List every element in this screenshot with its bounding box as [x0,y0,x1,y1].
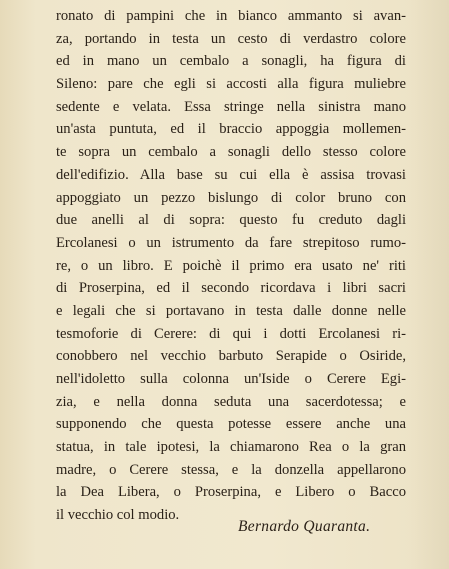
text-line: due anelli al di sopra: questo fu creduto dagli [56,212,406,229]
text-line: conobbero nel vecchio barbuto Serapide o Osiride, [56,348,406,365]
text-line: re, o un libro. E poichè il primo era usato ne' riti [56,257,406,274]
text-line: e legali che si portavano in testa dalle donne nelle [56,302,406,319]
text-line: di Proserpina, ed il secondo ricordava i libri sacri [56,280,406,297]
text-line: Ercolanesi o un istrumento da fare strepitoso rumo- [56,234,406,251]
author-signature: Bernardo Quaranta. [238,518,371,535]
page-edge-shadow [409,0,449,569]
text-line: il vecchio col modio. [56,507,180,524]
text-line: ed in mano un cembalo a sonagli, ha figura di [56,53,406,70]
text-line: sedente e velata. Essa stringe nella sinistra mano [56,98,406,115]
text-line: nell'idoletto sulla colonna un'Iside o Cerere Egi- [56,371,406,387]
text-line: supponendo che questa potesse essere anche una [56,416,406,433]
text-line: tesmoforie di Cerere: di qui i dotti Ercolanesi ri- [56,325,406,342]
text-line: ronato di pampini che in bianco ammanto si avan- [56,8,406,24]
text-line: la Dea Libera, o Proserpina, e Libero o Bacco [56,484,406,501]
text-line: Sileno: pare che egli si accosti alla figura muliebre [56,76,406,93]
text-line: un'asta puntuta, ed il braccio appoggia mollemen- [56,121,406,138]
text-line: dell'edifizio. Alla base su cui ella è assisa trovasi [56,166,406,183]
text-line: appoggiato un pezzo bislungo di color bruno con [56,189,406,206]
text-line: madre, o Cerere stessa, e la donzella appellarono [56,461,406,478]
text-line: za, portando in testa un cesto di verdastro colore [56,30,406,47]
text-line: statua, in tale ipotesi, la chiamarono Rea o la gran [56,439,406,456]
body-text [56,5,406,527]
text-line: zia, e nella donna seduta una sacerdotessa; e [56,393,406,410]
text-line: te sopra un cembalo a sonagli dello stesso colore [56,144,406,161]
